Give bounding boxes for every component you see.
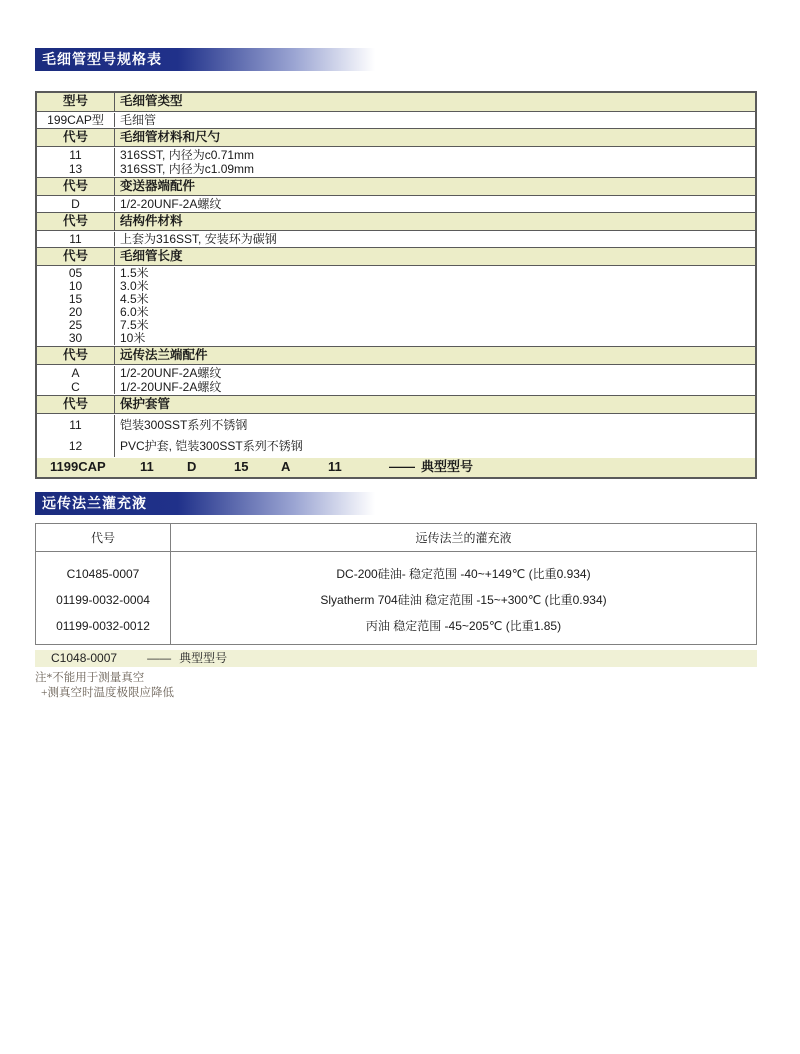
desc-cell: 毛细管 [120,113,157,127]
spec-header-row [37,395,755,413]
code-header-cell: 代号 [37,396,115,413]
typical-model-strip-code: C1048-0007 [51,651,118,665]
desc-header-cell: 毛细管类型 [120,94,183,108]
desc-header-cell: 变送器端配件 [120,179,196,193]
code-cell: 11 [69,148,82,162]
desc-cell-column [115,148,755,176]
typical-model-part: 11 [140,459,154,474]
footnote-line-2: +测真空时温度极限应降低 [41,687,174,699]
fill-code-cell: 01199-0032-0004 [56,593,150,607]
desc-cell-column [115,267,755,345]
fill-desc-column [171,552,756,644]
fill-code-cell: C10485-0007 [66,567,140,581]
code-cell: 15 [68,292,83,306]
spec-header-row [37,177,755,195]
spec-header-row [37,346,755,364]
code-header-cell: 代号 [37,248,115,265]
code-cell-column [37,148,115,176]
fill-code-column [36,552,171,644]
spec-data-block [37,146,755,177]
desc-cell: 316SST, 内径为c0.71mm [120,148,255,162]
code-cell-column [37,197,115,211]
code-cell: 25 [68,318,83,332]
typical-model-strip [35,650,757,667]
code-cell: D [71,197,80,211]
desc-cell: 6.0米 [120,305,149,319]
desc-cell-column [115,113,755,127]
code-header-cell: 代号 [37,178,115,195]
desc-cell: PVC护套, 铠装300SST系列不锈钢 [120,439,303,453]
spec-data-block [37,230,755,247]
section-banner-spec [35,48,375,71]
section-banner-spec-label: 毛细管型号规格表 [42,51,162,67]
spec-data-block [37,364,755,395]
fill-table-header-row [36,524,756,552]
desc-cell-column [115,232,755,246]
code-cell: 13 [68,162,83,176]
desc-cell: 上套为316SST, 安装环为碳钢 [120,232,277,246]
section-banner-fill-label: 远传法兰灌充液 [42,495,147,511]
code-cell: 30 [68,331,83,345]
typical-model-dash: —— [389,459,415,474]
spec-data-block [37,413,755,458]
code-cell: 11 [69,232,82,246]
spec-data-block [37,111,755,128]
code-header-cell: 型号 [37,93,115,111]
desc-cell: 1/2-20UNF-2A螺纹 [120,366,222,380]
spec-header-row [37,247,755,265]
code-cell: 10 [68,279,83,293]
fill-liquid-table [35,523,757,645]
typical-model-part: 15 [234,459,249,474]
code-header-cell: 代号 [37,213,115,230]
desc-cell-column [115,415,755,457]
code-cell: 11 [69,418,82,432]
code-cell: 05 [68,266,83,280]
code-cell-column [37,232,115,246]
desc-cell: 316SST, 内径为c1.09mm [120,162,255,176]
desc-cell: 3.0米 [120,279,149,293]
code-cell: 20 [68,305,83,319]
desc-cell: 10米 [120,331,146,345]
fill-desc-header-cell: 远传法兰的灌充液 [415,531,512,545]
typical-model-strip-dash: —— [147,651,172,665]
desc-cell: 4.5米 [120,292,149,306]
fill-table-body-row [36,552,756,644]
typical-model-part: 11 [328,459,342,474]
desc-cell: 1/2-20UNF-2A螺纹 [120,380,222,394]
spec-header-row [37,93,755,111]
spec-header-row [37,128,755,146]
desc-header-cell: 毛细管材料和尺勺 [120,130,221,144]
desc-cell-column [115,366,755,394]
desc-cell: 1/2-20UNF-2A螺纹 [120,197,222,211]
typical-model-part: D [187,459,197,474]
code-cell-column [37,366,115,394]
fill-desc-cell: DC-200硅油- 稳定范围 -40~+149℃ (比重0.934) [336,567,591,581]
spec-header-row [37,212,755,230]
code-cell: A [71,366,80,380]
typical-model-row [37,458,755,477]
code-cell: 12 [68,439,83,453]
footnote-line-1: 注*不能用于测量真空 [35,672,145,684]
typical-model-label: 典型型号 [421,459,474,474]
spec-table-body [37,93,755,458]
code-header-cell: 代号 [37,347,115,364]
desc-header-cell: 毛细管长度 [120,249,183,263]
typical-model-strip-label: 典型型号 [179,651,228,665]
code-cell: 199CAP型 [47,113,104,127]
spec-data-block [37,195,755,212]
code-cell: C [71,380,80,394]
footnotes [35,671,174,701]
desc-cell: 铠装300SST系列不锈钢 [120,418,248,432]
fill-code-cell: 01199-0032-0012 [56,619,150,633]
section-banner-fill [35,492,375,515]
fill-code-header-cell: 代号 [36,524,171,551]
spec-data-block [37,265,755,346]
code-cell-column [37,415,115,457]
fill-desc-cell: 丙油 稳定范围 -45~205℃ (比重1.85) [365,619,562,633]
code-cell-column [37,113,115,127]
fill-desc-cell: Slyatherm 704硅油 稳定范围 -15~+300℃ (比重0.934) [320,593,607,607]
desc-cell: 1.5米 [120,266,149,280]
desc-header-cell: 结构件材料 [120,214,183,228]
typical-model-part: 1199CAP [50,459,106,474]
code-cell-column [37,267,115,345]
desc-cell-column [115,197,755,211]
typical-model-part: A [281,459,291,474]
code-header-cell: 代号 [37,129,115,146]
spec-table [35,91,757,479]
desc-cell: 7.5米 [120,318,149,332]
desc-header-cell: 远传法兰端配件 [120,348,208,362]
desc-header-cell: 保护套管 [120,397,171,411]
